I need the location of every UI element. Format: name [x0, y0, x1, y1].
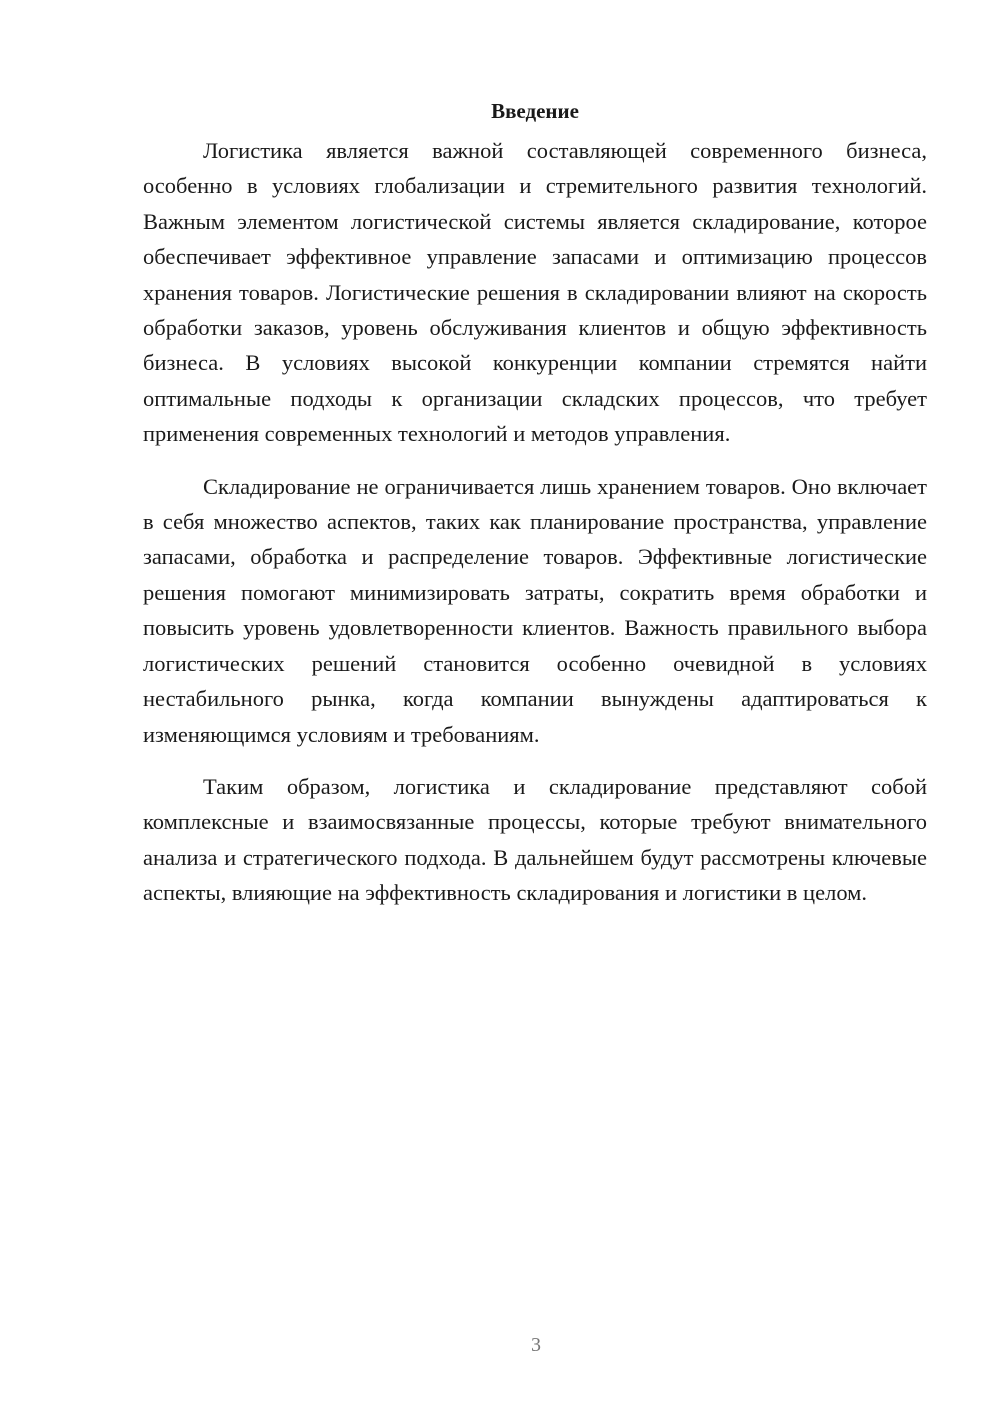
paragraph-1: Логистика является важной составляющей современного бизнеса, особенно в условиях глобализации и стремительного развития технологий. Важным элементом логистической системы является складирование, которое обеспечивает эффективное управление запасами и оптимизацию процессов хранения товаров. Логистические решения в складировании влияют на скорость обработки заказов, уровень обслуживания клиентов и общую эффективность бизнеса. В условиях высокой конкуренции компании стремятся найти оптимальные подходы к организации складских процессов, что требует применения современных технологий и методов управления. [143, 138, 927, 447]
paragraph-2: Складирование не ограничивается лишь хранением товаров. Оно включает в себя множество аспектов, таких как планирование пространства, управление запасами, обработка и распределение товаров. Эффективные логистические решения помогают минимизировать затраты, сократить время обработки и повысить уровень удовлетворенности клиентов. Важность правильного выбора логистических решений становится особенно очевидной в условиях нестабильного рынка, когда компании вынуждены адаптироваться к изменяющимся условиям и требованиям. [143, 473, 927, 747]
paragraph-3: Таким образом, логистика и складирование представляют собой комплексные и взаимосвязанные процессы, которые требуют внимательного анализа и стратегического подхода. В дальнейшем будут рассмотрены ключевые аспекты, влияющие на эффективность складирования и логистики в целом. [143, 773, 927, 906]
page-number: 3 [531, 1334, 541, 1356]
section-title: Введение [491, 99, 579, 123]
page-content [143, 95, 927, 928]
